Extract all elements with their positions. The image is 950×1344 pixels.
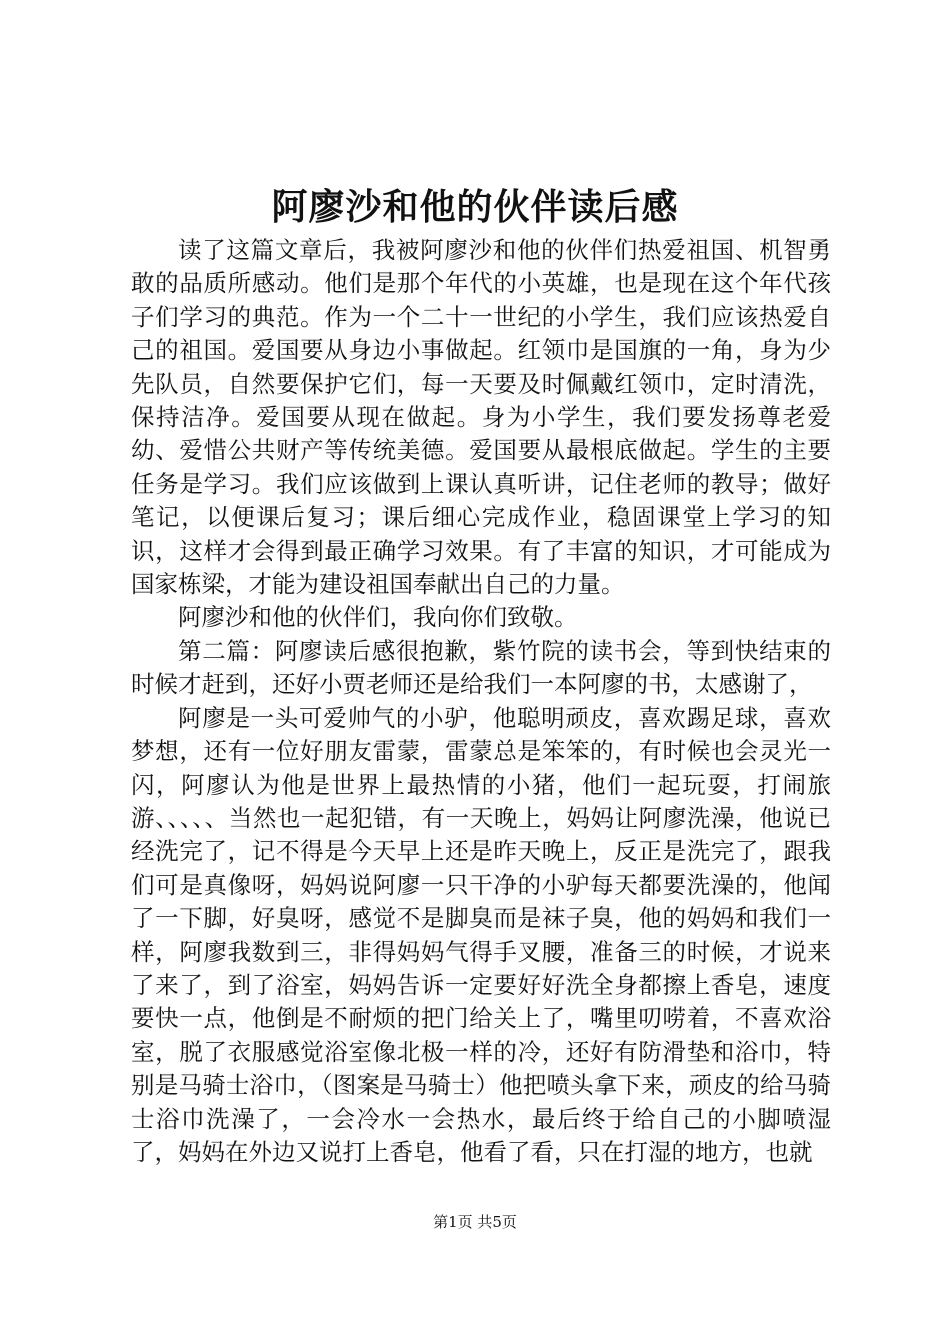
page-number-footer: 第1页 共5页 — [433, 1213, 517, 1231]
paragraph-2: 阿廖沙和他的伙伴们，我向你们致敬。 — [178, 603, 578, 632]
document-body — [131, 234, 831, 1169]
document-title: 阿廖沙和他的伙伴读后感 — [271, 187, 679, 228]
paragraph-3: 第二篇：阿廖读后感很抱歉，紫竹院的读书会，等到快结束的时候才赶到，还好小贾老师还是给我们一本阿廖的书，太感谢了， — [131, 636, 831, 699]
paragraph-1: 读了这篇文章后，我被阿廖沙和他的伙伴们热爱祖国、机智勇敢的品质所感动。他们是那个年代的小英雄，也是现在这个年代孩子们学习的典范。作为一个二十一世纪的小学生，我们应该热爱自己的祖国。爱国要从身边小事做起。红领巾是国旗的一角，身为少先队员，自然要保护它们，每一天要及时佩戴红领巾，定时清洗，保持洁净。爱国要从现在做起。身为小学生，我们要发扬尊老爱幼、爱惜公共财产等传统美德。爱国要从最根底做起。学生的主要任务是学习。我们应该做到上课认真听讲，记住老师的教导；做好笔记，以便课后复习；课后细心完成作业，稳固课堂上学习的知识，这样才会得到最正确学习效果。有了丰富的知识，才可能成为国家栋梁，才能为建设祖国奉献出自己的力量。 — [131, 236, 831, 599]
paragraph-4: 阿廖是一头可爱帅气的小驴，他聪明顽皮，喜欢踢足球，喜欢梦想，还有一位好朋友雷蒙，雷蒙总是笨笨的，有时候也会灵光一闪，阿廖认为他是世界上最热情的小猪，他们一起玩耍，打闹旅游、、、、、当然也一起犯错，有一天晚上，妈妈让阿廖洗澡，他说已经洗完了，记不得是今天早上还是昨天晚上，反正是洗完了，跟我们可是真像呀，妈妈说阿廖一只干净的小驴每天都要洗澡的，他闻了一下脚，好臭呀，感觉不是脚臭而是袜子臭，他的妈妈和我们一样，阿廖我数到三，非得妈妈气得手叉腰，准备三的时候，才说来了来了，到了浴室，妈妈告诉一定要好好洗全身都擦上香皂，速度要快一点，他倒是不耐烦的把门给关上了，嘴里叨唠着，不喜欢浴室，脱了衣服感觉浴室像北极一样的冷，还好有防滑垫和浴巾，特别是马骑士浴巾，（图案是马骑士）他把喷头拿下来，顽皮的给马骑士浴巾洗澡了，一会冷水一会热水，最后终于给自己的小脚喷湿了，妈妈在外边又说打上香皂，他看了看，只在打湿的地方，也就 — [131, 703, 831, 1166]
